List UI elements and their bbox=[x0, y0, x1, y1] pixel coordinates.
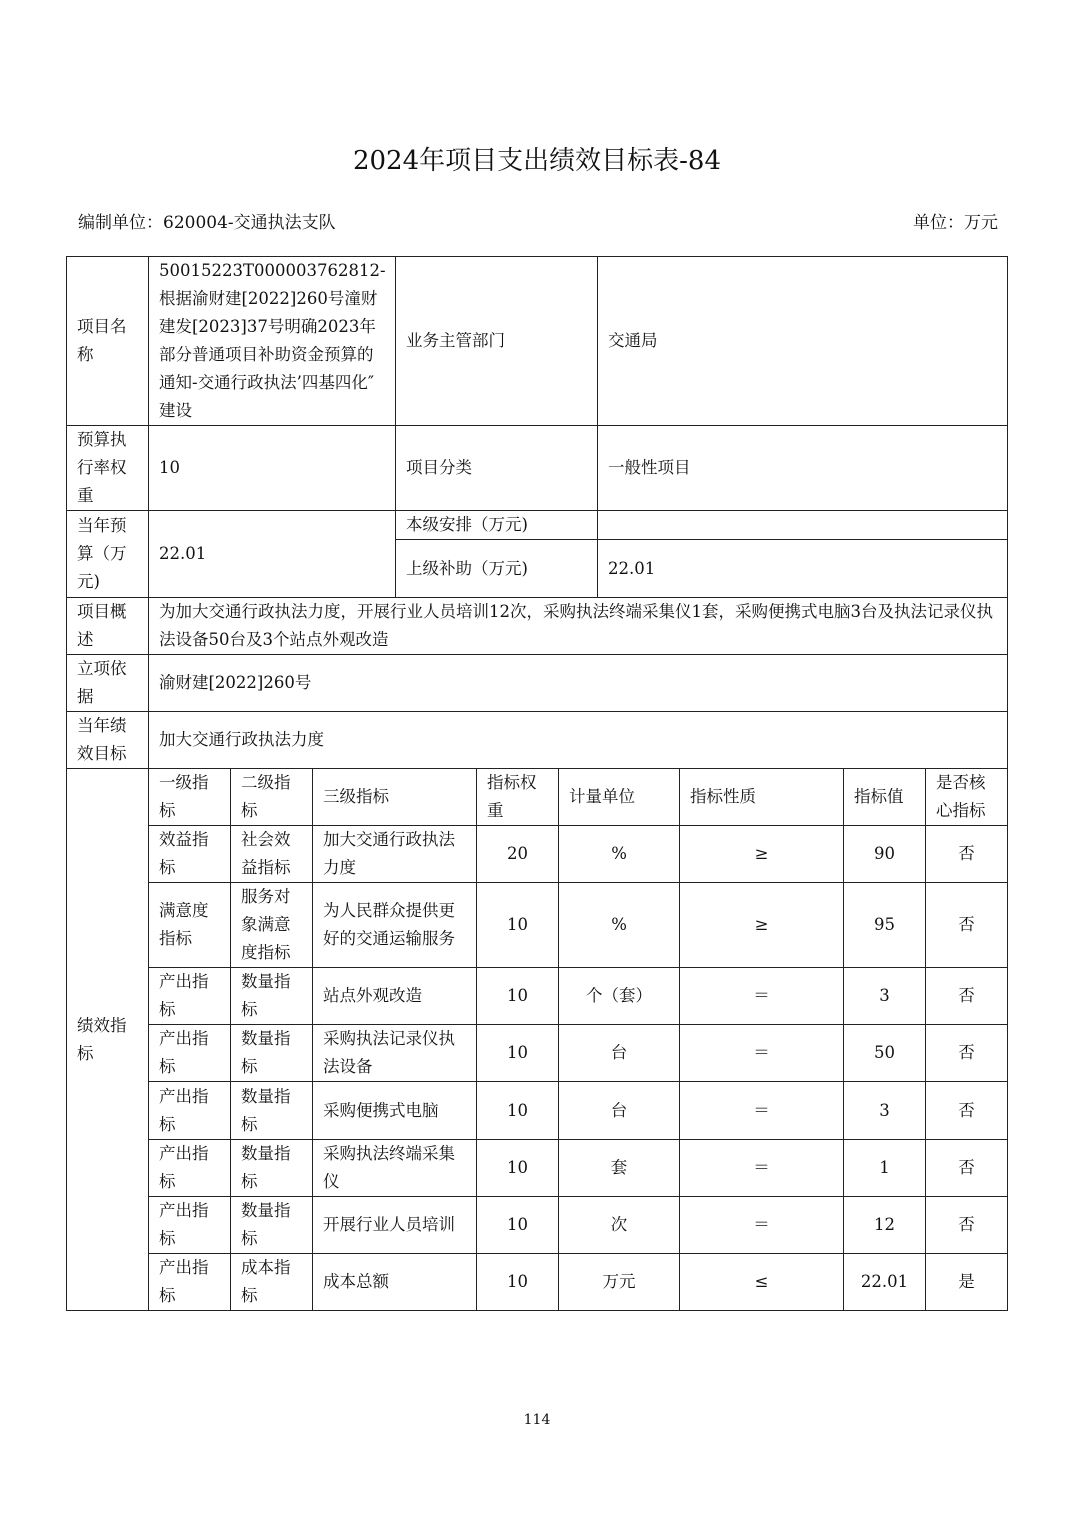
table-cell: % bbox=[559, 883, 680, 968]
table-cell: 数量指标 bbox=[231, 1025, 313, 1082]
table-cell: 加大交通行政执法力度 bbox=[313, 826, 477, 883]
table-cell: 否 bbox=[926, 826, 1008, 883]
table-cell: 数量指标 bbox=[231, 1140, 313, 1197]
table-cell: 台 bbox=[559, 1082, 680, 1140]
column-header: 一级指标 bbox=[149, 769, 231, 826]
table-cell: 10 bbox=[477, 968, 559, 1025]
table-cell: 个（套） bbox=[559, 968, 680, 1025]
value: 22.01 bbox=[149, 511, 396, 598]
row-weight bbox=[67, 426, 1008, 511]
table-cell: 为人民群众提供更好的交通运输服务 bbox=[313, 883, 477, 968]
table-cell: 否 bbox=[926, 883, 1008, 968]
table-cell: 10 bbox=[477, 1254, 559, 1311]
value: 为加大交通行政执法力度，开展行业人员培训12次，采购执法终端采集仪1套，采购便携式电脑3台及执法记录仪执法设备50台及3个站点外观改造 bbox=[149, 598, 1008, 655]
table-cell: 否 bbox=[926, 1197, 1008, 1254]
table-cell: 产出指标 bbox=[149, 968, 231, 1025]
label: 当年绩效目标 bbox=[67, 712, 149, 769]
table-row bbox=[67, 1140, 1008, 1197]
currency-unit: 单位：万元 bbox=[913, 213, 998, 233]
table-cell: 次 bbox=[559, 1197, 680, 1254]
indicator-section-label: 绩效指标 bbox=[67, 769, 149, 1311]
column-header: 计量单位 bbox=[559, 769, 680, 826]
table-cell: 万元 bbox=[559, 1254, 680, 1311]
table-cell: 成本指标 bbox=[231, 1254, 313, 1311]
table-cell: 10 bbox=[477, 1140, 559, 1197]
table-cell: 开展行业人员培训 bbox=[313, 1197, 477, 1254]
table-cell: 满意度指标 bbox=[149, 883, 231, 968]
value: 交通局 bbox=[598, 257, 1008, 426]
table-cell: 95 bbox=[844, 883, 926, 968]
org-unit: 编制单位：620004-交通执法支队 bbox=[78, 213, 336, 233]
label: 立项依据 bbox=[67, 655, 149, 712]
row-budget bbox=[67, 511, 1008, 540]
page-number: 114 bbox=[523, 1412, 551, 1428]
table-cell: 否 bbox=[926, 1025, 1008, 1082]
table-cell: 成本总额 bbox=[313, 1254, 477, 1311]
table-cell: ＝ bbox=[680, 1140, 844, 1197]
table-cell: % bbox=[559, 826, 680, 883]
table-cell: 采购执法终端采集仪 bbox=[313, 1140, 477, 1197]
table-cell: 否 bbox=[926, 968, 1008, 1025]
table-cell: 社会效益指标 bbox=[231, 826, 313, 883]
table-row bbox=[67, 883, 1008, 968]
label: 项目名称 bbox=[67, 257, 149, 426]
table-cell: 台 bbox=[559, 1025, 680, 1082]
table-row bbox=[67, 1082, 1008, 1140]
row-overview bbox=[67, 598, 1008, 655]
table-cell: 10 bbox=[477, 883, 559, 968]
label: 本级安排（万元) bbox=[396, 511, 598, 540]
column-header: 是否核心指标 bbox=[926, 769, 1008, 826]
table-cell: ＝ bbox=[680, 1025, 844, 1082]
row-goal bbox=[67, 712, 1008, 769]
table-cell: 数量指标 bbox=[231, 1082, 313, 1140]
row-project-name bbox=[67, 257, 1008, 426]
table-cell: 数量指标 bbox=[231, 1197, 313, 1254]
table-cell: 服务对象满意度指标 bbox=[231, 883, 313, 968]
table-cell: ＝ bbox=[680, 968, 844, 1025]
table-cell: 站点外观改造 bbox=[313, 968, 477, 1025]
table-row bbox=[67, 826, 1008, 883]
column-header: 二级指标 bbox=[231, 769, 313, 826]
table-cell: 22.01 bbox=[844, 1254, 926, 1311]
table-cell: 是 bbox=[926, 1254, 1008, 1311]
table-cell: ≥ bbox=[680, 883, 844, 968]
value: 一般性项目 bbox=[598, 426, 1008, 511]
value: 50015223T000003762812-根据渝财建[2022]260号潼财建发[2023]37号明确2023年部分普通项目补助资金预算的通知-交通行政执法’四基四化″建设 bbox=[149, 257, 396, 426]
table-cell: 采购执法记录仪执法设备 bbox=[313, 1025, 477, 1082]
value: 加大交通行政执法力度 bbox=[149, 712, 1008, 769]
table-cell: 10 bbox=[477, 1197, 559, 1254]
label: 业务主管部门 bbox=[396, 257, 598, 426]
value: 10 bbox=[149, 426, 396, 511]
column-header: 三级指标 bbox=[313, 769, 477, 826]
table-cell: 20 bbox=[477, 826, 559, 883]
table-cell: ≤ bbox=[680, 1254, 844, 1311]
column-header: 指标性质 bbox=[680, 769, 844, 826]
column-header: 指标权重 bbox=[477, 769, 559, 826]
label: 预算执行率权重 bbox=[67, 426, 149, 511]
table-cell: 产出指标 bbox=[149, 1082, 231, 1140]
table-cell: 产出指标 bbox=[149, 1025, 231, 1082]
row-basis bbox=[67, 655, 1008, 712]
table-cell: 50 bbox=[844, 1025, 926, 1082]
label: 项目分类 bbox=[396, 426, 598, 511]
value bbox=[598, 511, 1008, 540]
table-cell: 3 bbox=[844, 1082, 926, 1140]
page-title: 2024年项目支出绩效目标表-84 bbox=[352, 146, 722, 176]
table-cell: 产出指标 bbox=[149, 1254, 231, 1311]
performance-table bbox=[66, 256, 1008, 1311]
table-cell: 3 bbox=[844, 968, 926, 1025]
table-cell: 12 bbox=[844, 1197, 926, 1254]
table-cell: 10 bbox=[477, 1025, 559, 1082]
table-cell: ≥ bbox=[680, 826, 844, 883]
table-row bbox=[67, 1197, 1008, 1254]
column-header: 指标值 bbox=[844, 769, 926, 826]
table-cell: 否 bbox=[926, 1140, 1008, 1197]
label: 当年预算（万元) bbox=[67, 511, 149, 598]
table-cell: 90 bbox=[844, 826, 926, 883]
table-cell: 产出指标 bbox=[149, 1197, 231, 1254]
table-cell: 10 bbox=[477, 1082, 559, 1140]
table-row bbox=[67, 1254, 1008, 1311]
table-cell: ＝ bbox=[680, 1082, 844, 1140]
table-cell: 数量指标 bbox=[231, 968, 313, 1025]
table-cell: 套 bbox=[559, 1140, 680, 1197]
indicator-header-row bbox=[67, 769, 1008, 826]
label: 项目概述 bbox=[67, 598, 149, 655]
table-cell: 否 bbox=[926, 1082, 1008, 1140]
value: 渝财建[2022]260号 bbox=[149, 655, 1008, 712]
label: 上级补助（万元) bbox=[396, 540, 598, 598]
table-cell: 产出指标 bbox=[149, 1140, 231, 1197]
value: 22.01 bbox=[598, 540, 1008, 598]
table-cell: 1 bbox=[844, 1140, 926, 1197]
table-row bbox=[67, 1025, 1008, 1082]
table-cell: 效益指标 bbox=[149, 826, 231, 883]
table-cell: 采购便携式电脑 bbox=[313, 1082, 477, 1140]
table-cell: ＝ bbox=[680, 1197, 844, 1254]
table-row bbox=[67, 968, 1008, 1025]
